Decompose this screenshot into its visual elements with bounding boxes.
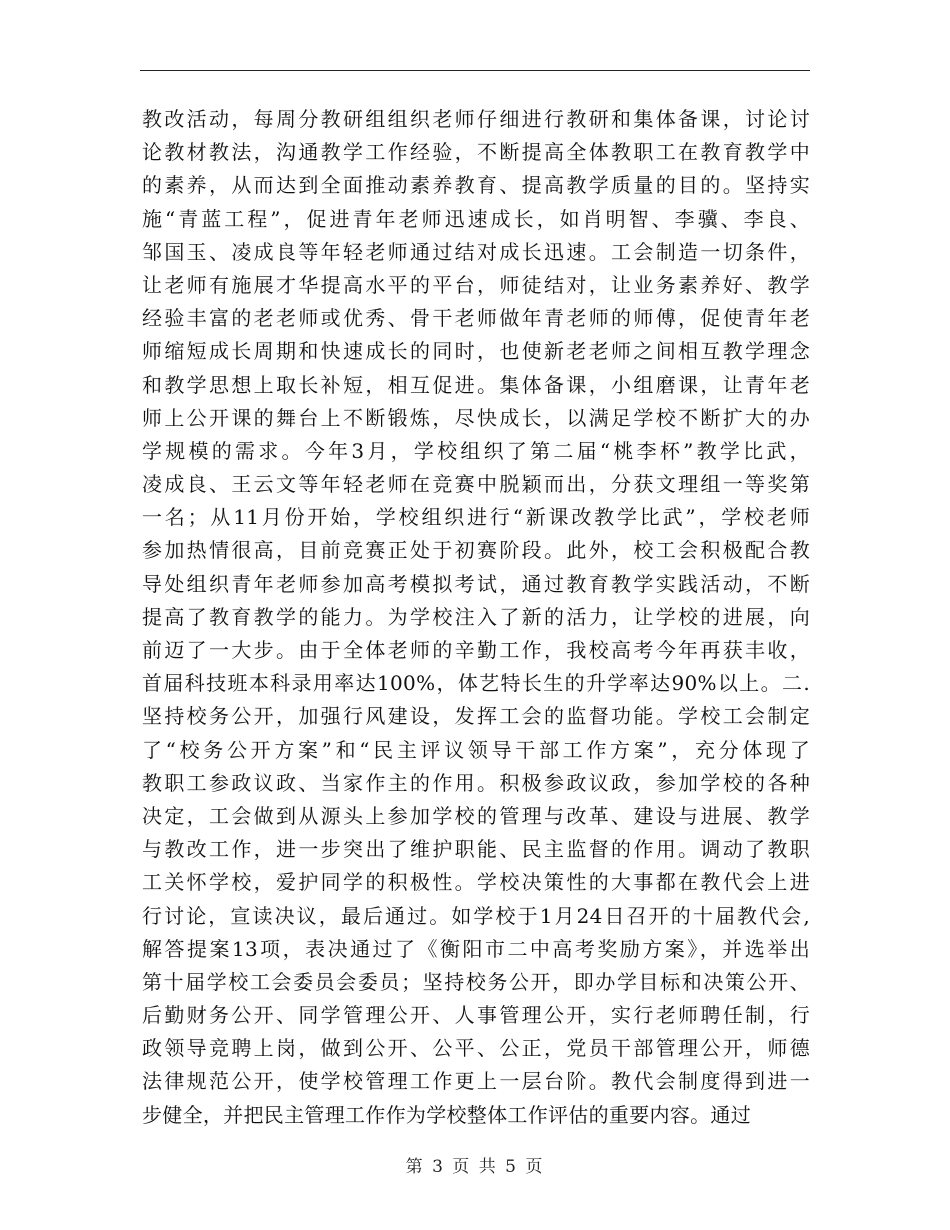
text-line: 教改活动，每周分教研组组织老师仔细进行教研和集体备课，讨论讨 <box>142 107 810 131</box>
text-line: 决定，工会做到从源头上参加学校的管理与改革、建设与进展、教学 <box>142 803 810 828</box>
text-line: 首届科技班本科录用率达100%，体艺特长生的升学率达90%以上。二. <box>142 671 810 696</box>
text-line: 学规模的需求。今年3月，学校组织了第二届“桃李杯”教学比武， <box>142 438 810 463</box>
text-line: 政领导竞聘上岗，做到公开、公平、公正，党员干部管理公开，师德 <box>142 1036 810 1061</box>
text-line: 后勤财务公开、同学管理公开、人事管理公开，实行老师聘任制，行 <box>142 1003 810 1028</box>
text-line: 与教改工作，进一步突出了维护职能、民主监督的作用。调动了教职 <box>142 837 810 862</box>
text-line: 参加热情很高，目前竞赛正处于初赛阶段。此外，校工会积极配合教 <box>142 538 810 563</box>
text-line: 行讨论，宣读决议，最后通过。如学校于1月24日召开的十届教代会, <box>142 903 810 928</box>
text-line: 和教学思想上取长补短，相互促进。集体备课，小组磨课，让青年老 <box>142 372 810 397</box>
text-line: 提高了教育教学的能力。为学校注入了新的活力，让学校的进展，向 <box>142 604 810 629</box>
text-line: 让老师有施展才华提高水平的平台，师徒结对，让业务素养好、教学 <box>142 272 810 297</box>
text-line: 经验丰富的老老师或优秀、骨干老师做年青老师的师傅，促使青年老 <box>142 306 810 331</box>
text-line: 导处组织青年老师参加高考模拟考试，通过教育教学实践活动，不断 <box>142 571 810 596</box>
text-line: 师缩短成长周期和快速成长的同时，也使新老老师之间相互教学理念 <box>142 339 810 364</box>
text-line: 邹国玉、凌成良等年轻老师通过结对成长迅速。工会制造一切条件， <box>142 239 810 264</box>
text-line: 第十届学校工会委员会委员；坚持校务公开，即办学目标和决策公开、 <box>142 969 810 994</box>
header-rule <box>140 70 810 71</box>
text-line: 的素养，从而达到全面推动素养教育、提高教学质量的目的。坚持实 <box>142 173 810 198</box>
body-text <box>142 103 810 1132</box>
text-line: 凌成良、王云文等年轻老师在竞赛中脱颖而出，分获文理组一等奖第 <box>142 472 810 497</box>
text-line: 解答提案13项，表决通过了《衡阳市二中高考奖励方案》，并选举出 <box>142 936 810 961</box>
text-line: 师上公开课的舞台上不断锻炼，尽快成长，以满足学校不断扩大的办 <box>142 405 810 430</box>
text-line: 教职工参政议政、当家作主的作用。积极参政议政，参加学校的各种 <box>142 770 810 795</box>
page-number-footer: 第 3 页 共 5 页 <box>405 1157 545 1177</box>
text-line: 论教材教法，沟通教学工作经验，不断提高全体教职工在教育教学中 <box>142 140 810 165</box>
text-line: 一名；从11月份开始，学校组织进行“新课改教学比武”，学校老师 <box>142 505 810 530</box>
text-line: 施“青蓝工程”，促进青年老师迅速成长，如肖明智、李骥、李良、 <box>142 206 810 231</box>
text-line: 坚持校务公开，加强行风建设，发挥工会的监督功能。学校工会制定 <box>142 704 810 729</box>
text-line: 步健全，并把民主管理工作作为学校整体工作评估的重要内容。通过 <box>142 1102 751 1127</box>
text-line: 了“校务公开方案”和“民主评议领导干部工作方案”，充分体现了 <box>142 737 810 762</box>
text-line: 前迈了一大步。由于全体老师的辛勤工作，我校高考今年再获丰收， <box>142 638 810 662</box>
text-line: 工关怀学校，爱护同学的积极性。学校决策性的大事都在教代会上进 <box>142 870 810 895</box>
text-line: 法律规范公开，使学校管理工作更上一层台阶。教代会制度得到进一 <box>142 1069 810 1094</box>
